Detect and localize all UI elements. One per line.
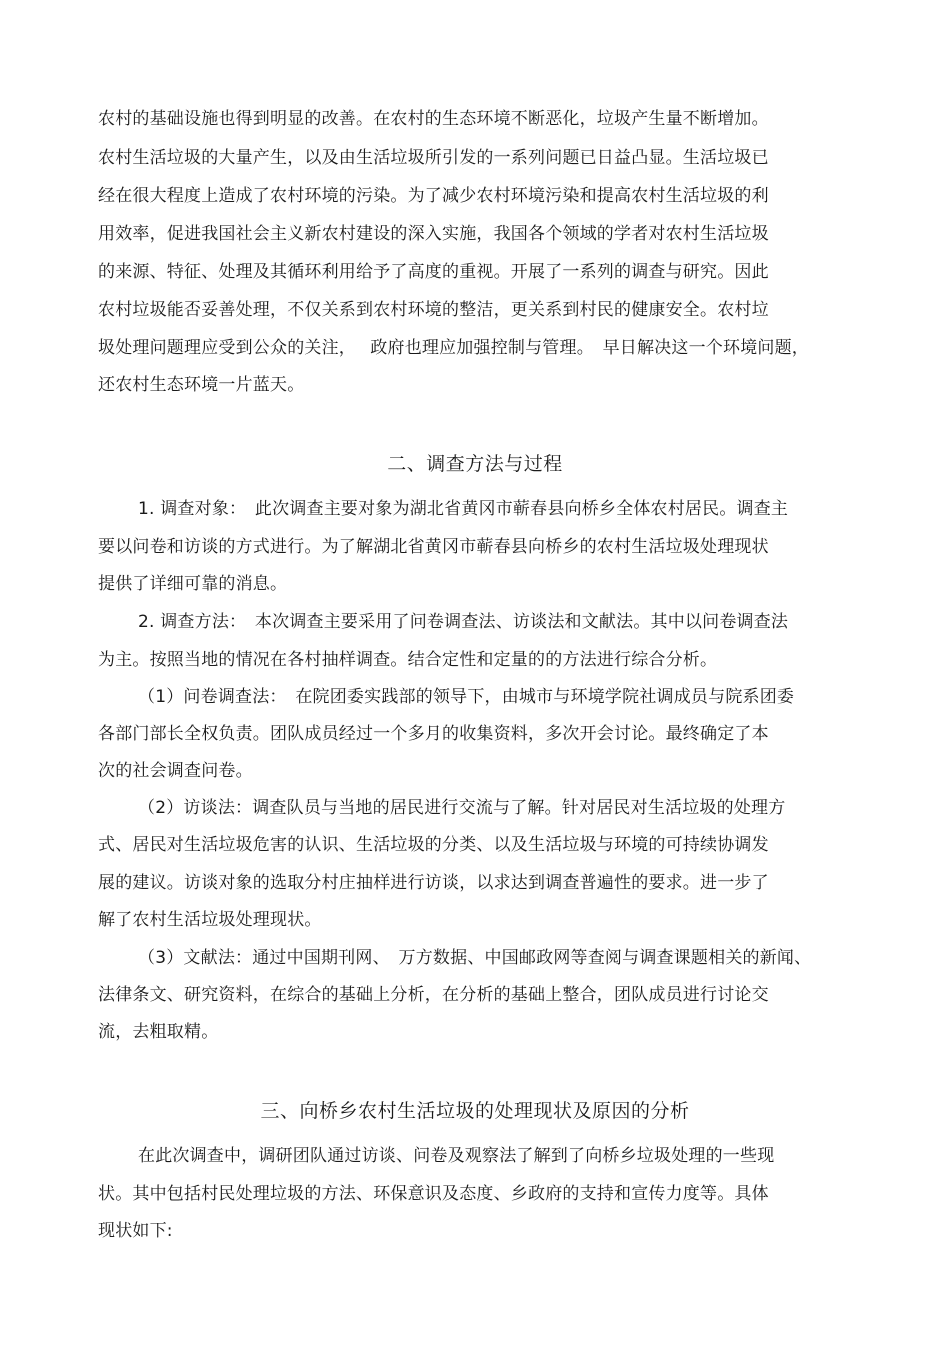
text-line: 状。其中包括村民处理垃圾的方法、环保意识及态度、乡政府的支持和宣传力度等。具体: [98, 1184, 769, 1204]
text-line: 的来源、特征、处理及其循环利用给予了高度的重视。开展了一系列的调查与研究。因此: [98, 262, 769, 282]
text-line: （3）文献法：通过中国期刊网、 万方数据、中国邮政网等查阅与调查课题相关的新闻、: [138, 948, 812, 968]
text-line: 农村的基础设施也得到明显的改善。在农村的生态环境不断恶化，垃圾产生量不断增加。: [98, 109, 769, 129]
text-line: 2. 调查方法： 本次调查主要采用了问卷调查法、访谈法和文献法。其中以问卷调查法: [138, 612, 789, 632]
text-line: 解了农村生活垃圾处理现状。: [98, 910, 322, 930]
text-line: 经在很大程度上造成了农村环境的污染。为了减少农村环境污染和提高农村生活垃圾的利: [98, 186, 769, 206]
text-line: 用效率，促进我国社会主义新农村建设的深入实施，我国各个领域的学者对农村生活垃圾: [98, 224, 769, 244]
section-heading: 二、调查方法与过程: [387, 453, 563, 475]
text-line: 式、居民对生活垃圾危害的认识、生活垃圾的分类、以及生活垃圾与环境的可持续协调发: [98, 835, 769, 855]
text-line: 法律条文、研究资料，在综合的基础上分析，在分析的基础上整合，团队成员进行讨论交: [98, 985, 769, 1005]
text-line: 圾处理问题理应受到公众的关注， 政府也理应加强控制与管理。 早日解决这一个环境问题，: [98, 338, 810, 358]
text-line: 各部门部长全权负责。团队成员经过一个多月的收集资料，多次开会讨论。最终确定了本: [98, 724, 769, 744]
text-line: 为主。按照当地的情况在各村抽样调查。结合定性和定量的的方法进行综合分析。: [98, 650, 718, 670]
text-line: （2）访谈法：调查队员与当地的居民进行交流与了解。针对居民对生活垃圾的处理方: [138, 798, 786, 818]
text-line: 农村垃圾能否妥善处理，不仅关系到农村环境的整洁，更关系到村民的健康安全。农村垃: [98, 300, 769, 320]
text-line: 在此次调查中，调研团队通过访谈、问卷及观察法了解到了向桥乡垃圾处理的一些现: [138, 1146, 775, 1166]
section-heading: 三、向桥乡农村生活垃圾的处理现状及原因的分析: [260, 1100, 690, 1122]
text-line: 提供了详细可靠的消息。: [98, 574, 288, 594]
text-line: 流，去粗取精。: [98, 1022, 219, 1042]
text-line: 农村生活垃圾的大量产生，以及由生活垃圾所引发的一系列问题已日益凸显。生活垃圾已: [98, 148, 769, 168]
text-line: 展的建议。访谈对象的选取分村庄抽样进行访谈，以求达到调查普遍性的要求。进一步了: [98, 873, 769, 893]
text-line: 要以问卷和访谈的方式进行。为了解湖北省黄冈市蕲春县向桥乡的农村生活垃圾处理现状: [98, 537, 769, 557]
text-line: 次的社会调查问卷。: [98, 761, 253, 781]
text-line: 1. 调查对象： 此次调查主要对象为湖北省黄冈市蕲春县向桥乡全体农村居民。调查主: [138, 499, 789, 519]
text-line: 还农村生态环境一片蓝天。: [98, 375, 305, 395]
text-line: （1）问卷调查法： 在院团委实践部的领导下，由城市与环境学院社调成员与院系团委: [138, 687, 795, 707]
text-line: 现状如下:: [98, 1221, 173, 1241]
